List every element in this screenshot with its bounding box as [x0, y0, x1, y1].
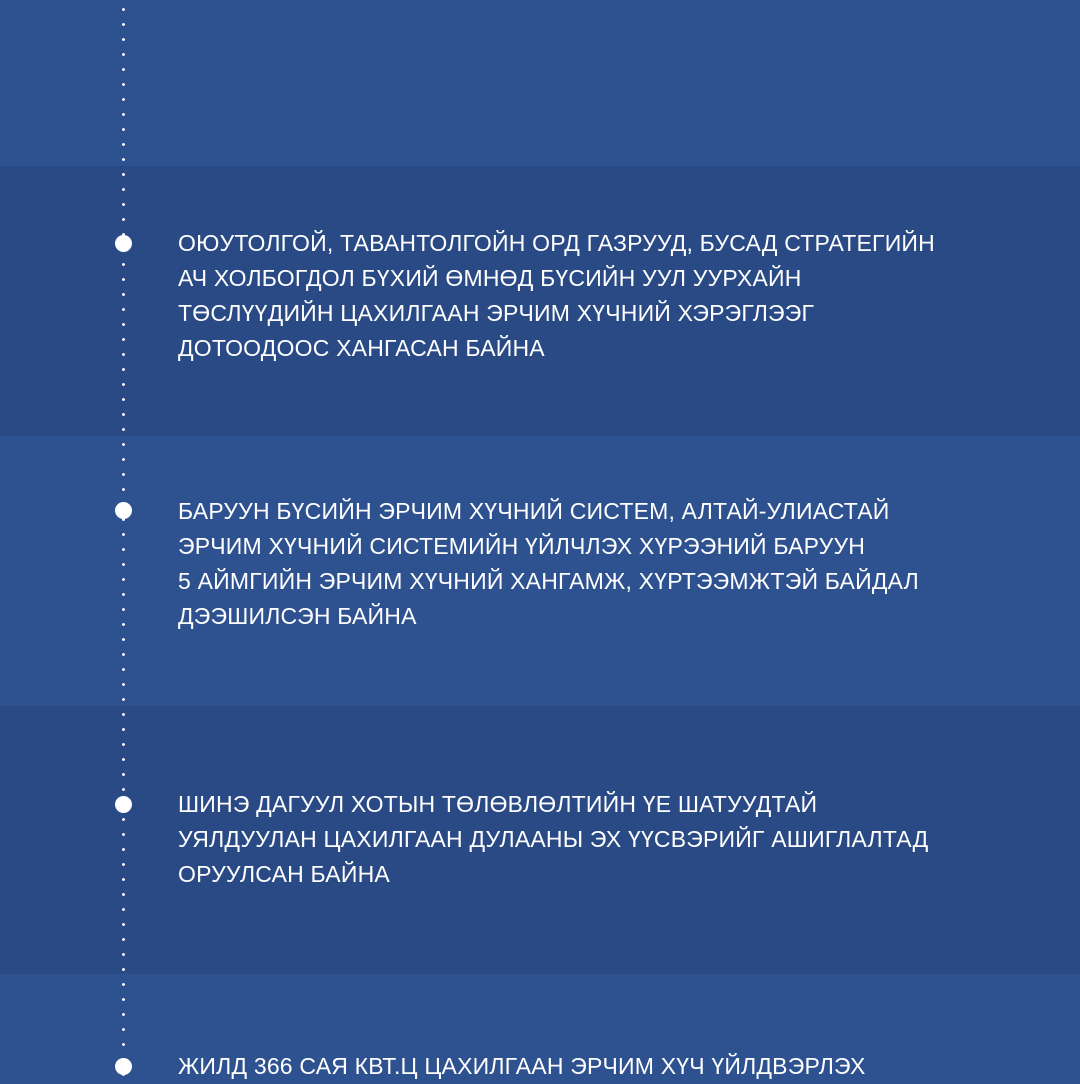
timeline-dotted-line [122, 0, 125, 1080]
timeline-bullet [115, 796, 132, 813]
timeline-item-text: ШИНЭ ДАГУУЛ ХОТЫН ТӨЛӨВЛӨЛТИЙН ҮЕ ШАТУУДТАЙ УЯЛДУУЛАН ЦАХИЛГААН ДУЛААНЫ ЭХ ҮҮСВЭРИЙГ АШИГЛАЛТАД ОРУУЛСАН БАЙНА [178, 791, 929, 887]
timeline-bullet [115, 502, 132, 519]
timeline-bullet [115, 1058, 132, 1075]
timeline-item-text: ОЮУТОЛГОЙ, ТАВАНТОЛГОЙН ОРД ГАЗРУУД, БУСАД СТРАТЕГИЙН АЧ ХОЛБОГДОЛ БҮХИЙ ӨМНӨД БҮСИЙН УУЛ УУРХАЙН ТӨСЛҮҮДИЙН ЦАХИЛГААН ЭРЧИМ ХҮЧНИЙ ХЭРЭГЛЭЭГ ДОТООДООС ХАНГАСАН БАЙНА [178, 230, 935, 361]
timeline-item-text: ЖИЛД 366 САЯ КВТ.Ц ЦАХИЛГААН ЭРЧИМ ХҮЧ ҮЙЛДВЭРЛЭХ [178, 1053, 866, 1079]
timeline-item-text: БАРУУН БҮСИЙН ЭРЧИМ ХҮЧНИЙ СИСТЕМ, АЛТАЙ-УЛИАСТАЙ ЭРЧИМ ХҮЧНИЙ СИСТЕМИЙН ҮЙЛЧЛЭХ ХҮРЭЭНИЙ БАРУУН 5 АЙМГИЙН ЭРЧИМ ХҮЧНИЙ ХАНГАМЖ, ХҮРТЭЭМЖТЭЙ БАЙДАЛ ДЭЭШИЛСЭН БАЙНА [178, 498, 919, 629]
timeline-bullet [115, 235, 132, 252]
band-top [0, 0, 1080, 166]
